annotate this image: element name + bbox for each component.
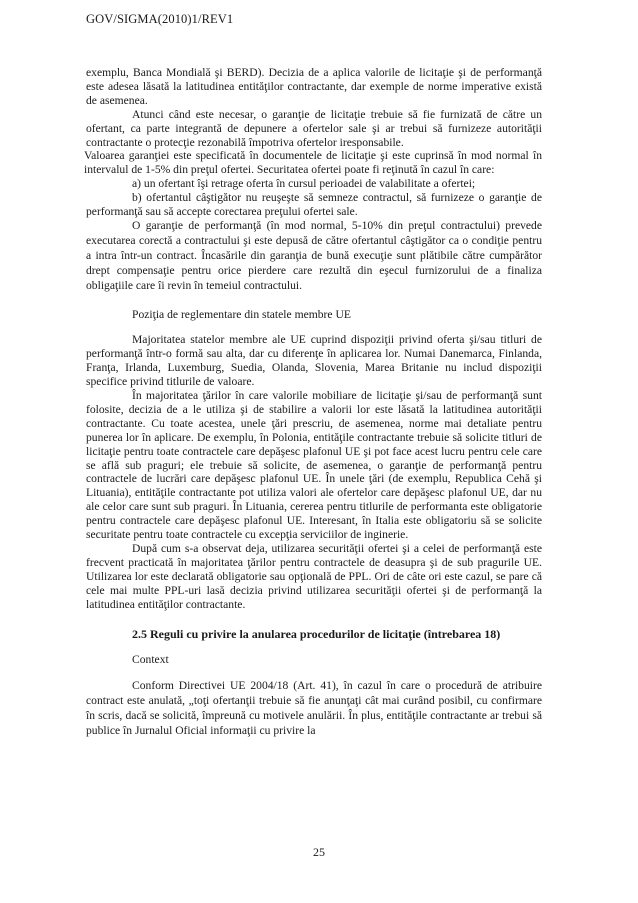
paragraph-performance-guarantee: O garanţie de performanţă (în mod normal, 5-10% din preţul contractului) prevede executarea corectă a contractului şi este depusă de către ofertantul câştigător ca o condiţie pentru a intra într-un contract. Încasările din garanţia de bună execuţie sunt plătibile către cumpărător drept compensaţie pentru orice pierdere care rezultă din eşecul furnizorului de a finaliza obligaţiile care îi revin în temeiul contractului. (86, 218, 542, 292)
document-code-header: GOV/SIGMA(2010)1/REV1 (86, 12, 234, 26)
paragraph-member-states: Majoritatea statelor membre ale UE cuprind dispoziţii privind oferta şi/sau titluri de performanţă într-o formă sau alta, dar cu diferenţe în aplicarea lor. Numai Danemarca, Finlanda, Franţa, Irlanda, Luxemburg, Suedia, Olanda, Slovenia, Marea Britanie nu includ dispoziţii specifice privind titlurile de valoare. (86, 333, 542, 389)
document-body (86, 66, 542, 739)
list-item-a: a) un ofertant îşi retrage oferta în cursul perioadei de valabilitate a ofertei; (132, 177, 476, 191)
section-heading-eu-position: Poziţia de reglementare din statele membre UE (132, 307, 351, 321)
paragraph-guarantee-value: Valoarea garanţiei este specificată în documentele de licitaţie şi este cuprinsă în mod normal în intervalul de 1-5% din preţul ofertei. Securitatea ofertei poate fi reţinută în cazul în care: (84, 149, 542, 177)
paragraph-continued: exemplu, Banca Mondială şi BERD). Decizia de a aplica valorile de licitaţie şi de performanţă este adesea lăsată la latitudinea entităţilor contractante, dar exemple de norme imperative există de asemenea. (86, 66, 542, 107)
list-item-b: b) ofertantul câştigător nu reuşeşte să semneze contractul, să furnizeze o garanţie de performanţă sau să accepte corectarea preţului ofertei sale. (86, 191, 542, 219)
paragraph-directive: Conform Directivei UE 2004/18 (Art. 41), în cazul în care o procedură de atribuire contract este anulată, „toţi ofertanţii trebuie să fie anunţaţi cât mai curând posibil, cu confirmare în scris, dacă se solicită, împreună cu motivele anulării. În plus, entităţile contractante ar trebui să publice în Jurnalul Oficial informaţii cu privire la (86, 679, 542, 738)
subheading-context: Context (132, 653, 169, 667)
paragraph-bid-guarantee: Atunci când este necesar, o garanţie de licitaţie trebuie să fie furnizată de către un ofertant, ca parte integrantă de depunere a ofertelor sale şi ar trebui să furnizeze autorităţii contractante o protecţie rezonabilă împotriva ofertelor iresponsabile. (86, 107, 542, 149)
paragraph-usage-summary: După cum s-a observat deja, utilizarea securităţii ofertei şi a celei de performanţă este frecvent practicată în majoritatea ţărilor pentru contractele de deasupra şi de sub pragurile UE. Utilizarea lor este declarată obligatorie sau opţională de PPL. Ori de câte ori este cazul, se pare că cele mai multe PPL-uri lasă decizia privind utilizarea securităţii ofertei şi de performanţă la latitudinea entităţilor contractante. (86, 542, 542, 611)
paragraph-countries-detail: În majoritatea ţărilor în care valorile mobiliare de licitaţie şi/sau de performanţă sunt folosite, decizia de a le utiliza şi de stabilire a valorii lor este lăsată la latitudinea autorităţii contractante. Cu toate acestea, unele ţări prescriu, de asemenea, norme mai detaliate pentru punerea lor în aplicare. De exemplu, în Polonia, entităţile contractante trebuie să solicite titluri de licitaţie pentru toate contractele care depăşesc plafonul UE şi pot face acest lucru pentru cele care se află sub praguri; ele trebuie să solicite, de asemenea, o garanţie de performanţă pentru contractele de lucrări care depăşesc plafonul UE. În unele ţări (de exemplu, Republica Cehă şi Lituania), entităţile contractante pot utiliza valori ale ofertelor care depăşesc plafonul UE, dar nu ale celor care sunt sub praguri. În Lituania, cererea pentru titlurile de performanta este obligatorie pentru contractele care depăşesc plafonul UE. Interesant, în Italia este obligatoriu să se solicite securitate pentru toate contractele cu excepţia serviciilor de inginerie. (86, 389, 542, 542)
page-number: 25 (313, 845, 325, 859)
section-heading-2-5: 2.5 Reguli cu privire la anularea procedurilor de licitaţie (întrebarea 18) (132, 626, 501, 641)
